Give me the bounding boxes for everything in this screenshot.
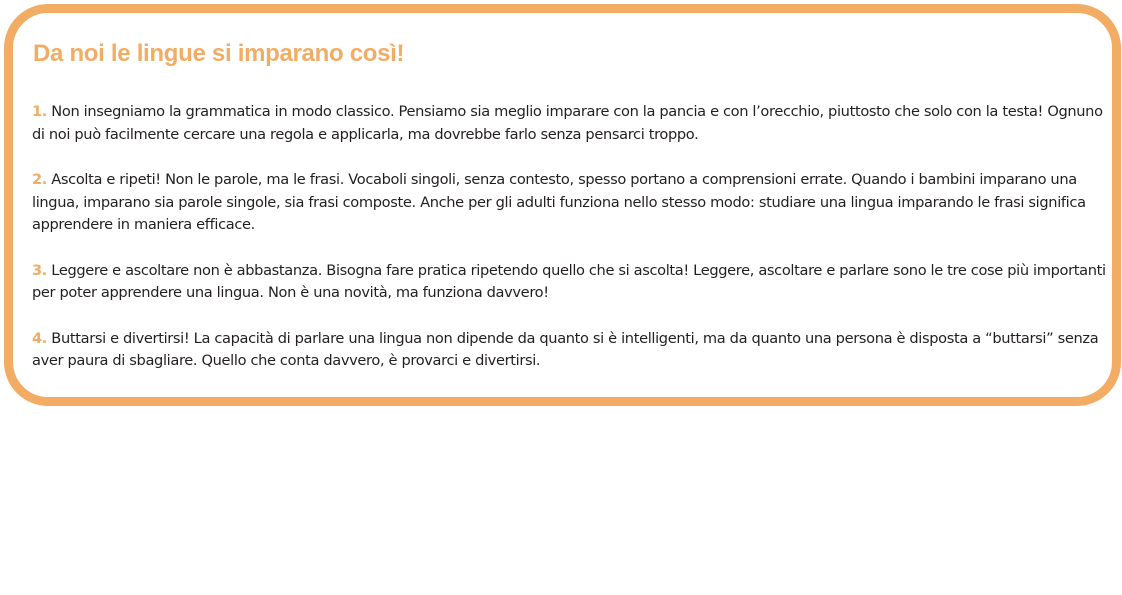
point-number: 3. <box>32 261 47 279</box>
card-title: Da noi le lingue si imparano così! <box>33 40 405 67</box>
points-list <box>32 101 1107 396</box>
point-3 <box>32 260 1107 305</box>
point-number: 1. <box>32 103 47 120</box>
point-text: Ascolta e ripeti! Non le parole, ma le frasi. Vocaboli singoli, senza contesto, spesso portano a comprensioni errate. Quando i bambini imparano una lingua, imparano sia parole singole, sia frasi composte. Anche per gli adulti funziona nello stesso modo: studiare una lingua imparando le frasi significa apprendere in maniera efficace. <box>32 171 1086 233</box>
point-text: Leggere e ascoltare non è abbastanza. Bisogna fare pratica ripetendo quello che si ascolta! Leggere, ascoltare e parlare sono le tre cose più importanti per poter apprendere una lingua. Non è una novità, ma funziona davvero! <box>32 261 1106 301</box>
point-number: 2. <box>32 171 47 188</box>
point-text: Non insegniamo la grammatica in modo classico. Pensiamo sia meglio imparare con la pancia e con l’orecchio, piuttosto che solo con la testa! Ognuno di noi può facilmente cercare una regola e applicarla, ma dovrebbe farlo senza pensarci troppo. <box>32 103 1103 143</box>
info-card <box>4 4 1121 406</box>
point-1 <box>32 101 1107 146</box>
point-2 <box>32 169 1107 237</box>
point-4 <box>32 328 1107 373</box>
point-text: Buttarsi e divertirsi! La capacità di parlare una lingua non dipende da quanto si è intelligenti, ma da quanto una persona è disposta a “buttarsi” senza aver paura di sbagliare. Quello che conta davvero, è provarci e divertirsi. <box>32 329 1099 369</box>
point-number: 4. <box>32 329 47 347</box>
